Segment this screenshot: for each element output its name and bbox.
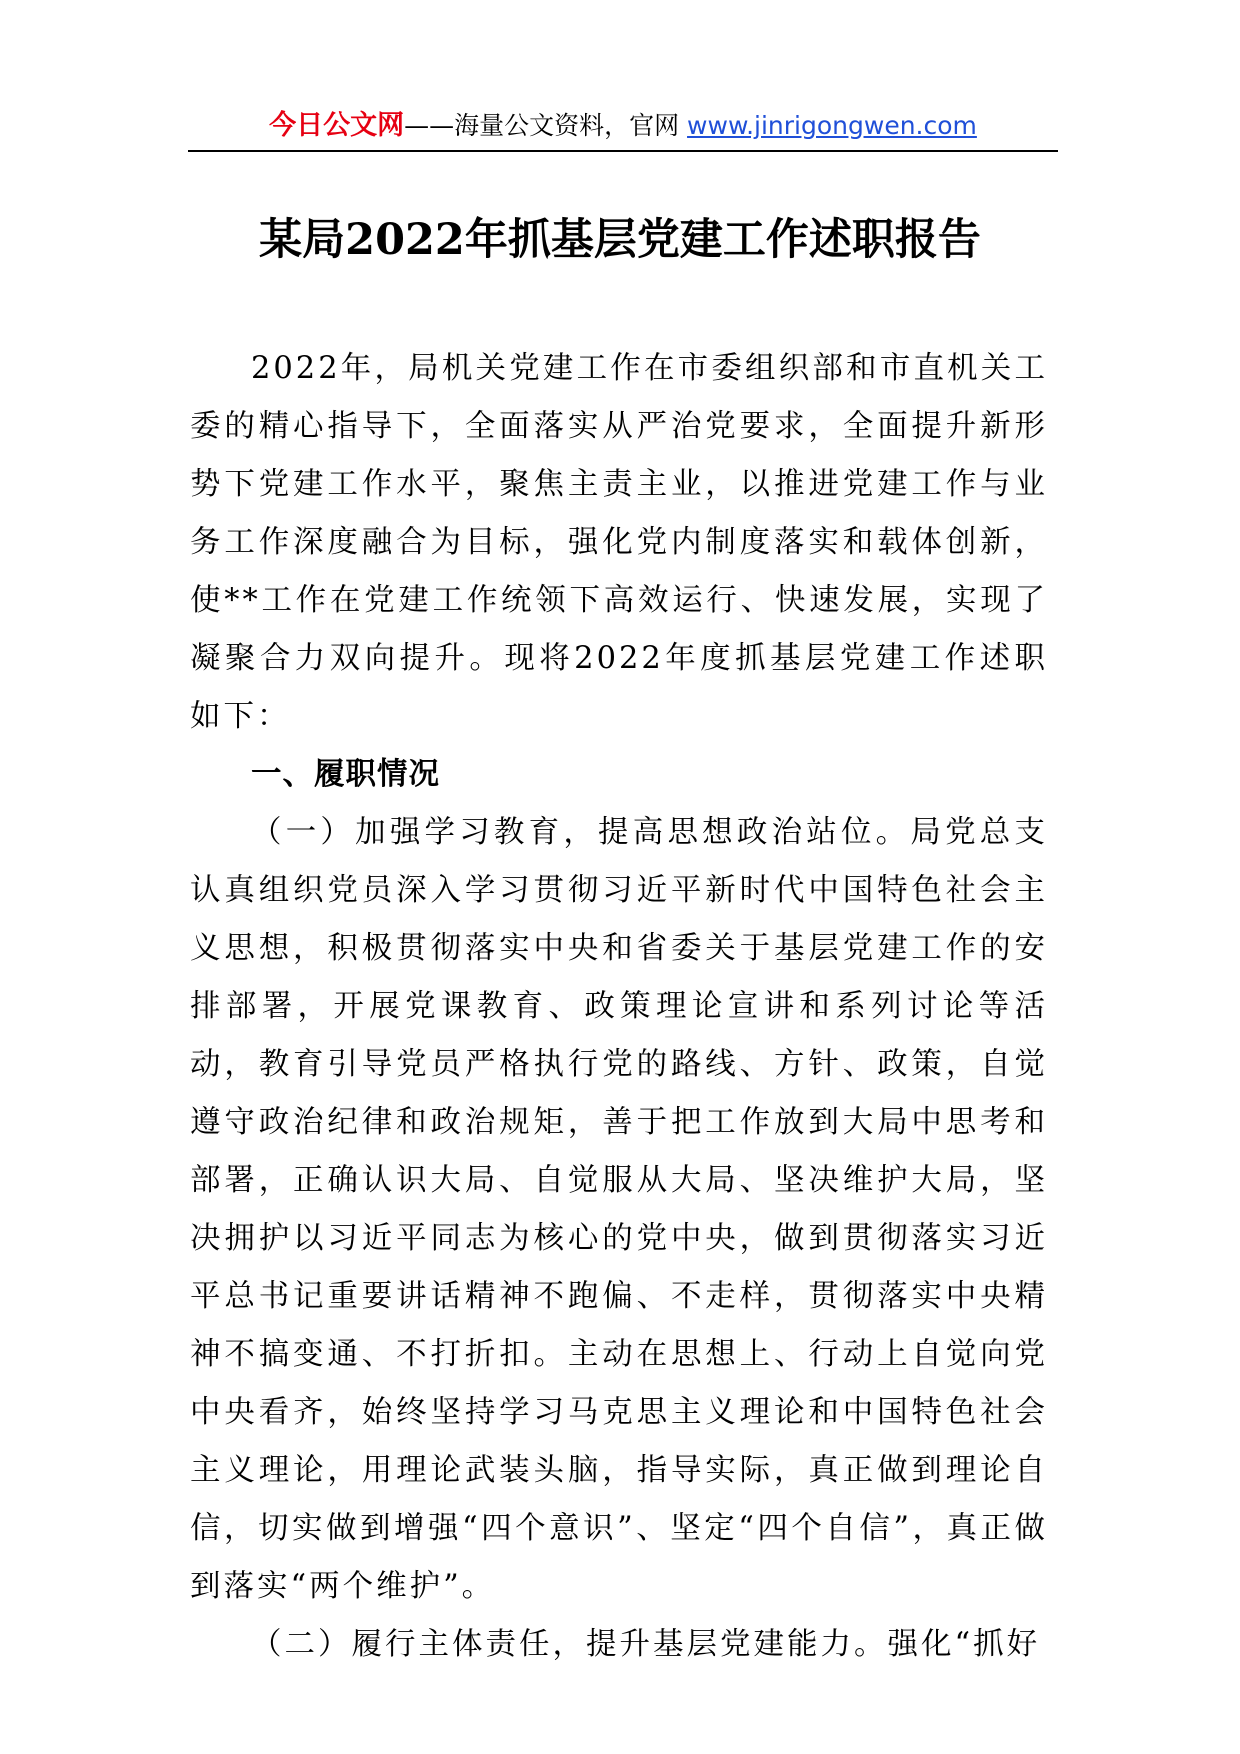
body-paragraph: （一）加强学习教育，提高思想政治站位。局党总支认真组织党员深入学习贯彻习近平新时代中国特色社会主义思想，积极贯彻落实中央和省委关于基层党建工作的安排部署，开展党课教育、政策理论宣讲和系列讨论等活动，教育引导党员严格执行党的路线、方针、政策，自觉遵守政治纪律和政治规矩，善于把工作放到大局中思考和部署，正确认识大局、自觉服从大局、坚决维护大局，坚决拥护以习近平同志为核心的党中央，做到贯彻落实习近平总书记重要讲话精神不跑偏、不走样，贯彻落实中央精神不搞变通、不打折扣。主动在思想上、行动上自觉向党中央看齐，始终坚持学习马克思主义理论和中国特色社会主义理论，用理论武装头脑，指导实际，真正做到理论自信，切实做到增强“四个意识”、坚定“四个自信”，真正做到落实“两个维护”。 [190,815,1048,1604]
body-paragraph: （二）履行主体责任，提升基层党建能力。强化“抓好 [251,1627,1041,1662]
document-title: 某局2022年抓基层党建工作述职报告 [259,215,981,265]
site-url-link[interactable]: www.jinrigongwen.com [687,111,977,140]
section-heading: 一、履职情况 [251,757,440,792]
header-tagline: 海量公文资料，官网 [454,111,688,140]
document-body [190,340,1048,1674]
site-brand: 今日公文网 [269,110,405,141]
header-divider [188,150,1058,152]
header-separator: —— [404,111,455,140]
intro-paragraph: 2022年，局机关党建工作在市委组织部和市直机关工委的精心指导下，全面落实从严治党要求，全面提升新形势下党建工作水平，聚焦主责主业，以推进党建工作与业务工作深度融合为目标，强化党内制度落实和载体创新，使**工作在党建工作统领下高效运行、快速发展，实现了凝聚合力双向提升。现将2022年度抓基层党建工作述职如下： [190,351,1048,734]
site-header [188,104,1058,148]
